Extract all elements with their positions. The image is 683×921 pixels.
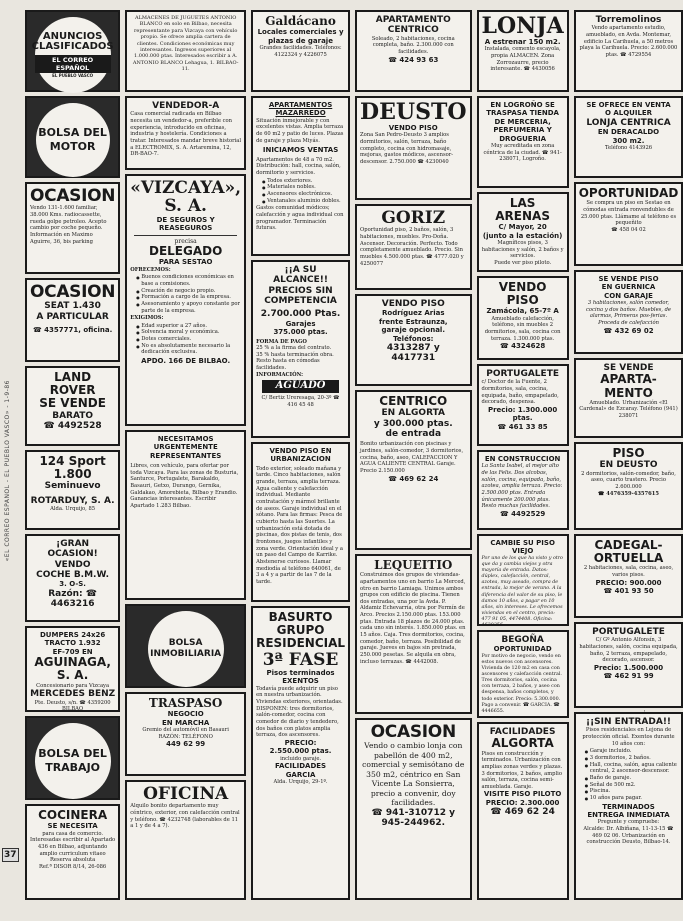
ad-title: BEGOÑA (501, 635, 544, 645)
ad-line-3: BARATO (52, 410, 94, 421)
ad-text-2: Puede ver piso piloto. (494, 260, 552, 267)
ad-title: VENDEDOR-A (152, 101, 220, 111)
pago-item: 35 % hasta terminación obra. (256, 351, 334, 358)
column-6 (574, 10, 683, 900)
ad-garcia: GARCIA (285, 770, 316, 779)
bolsa-inmobiliaria-badge: BOLSA INMOBILIARIA (148, 611, 224, 687)
ad-vizcaya-seguros (125, 174, 246, 426)
ad-gran-ocasion (25, 534, 120, 622)
bolsa-motor-badge: BOLSA DEL MOTOR (36, 103, 110, 177)
ad-se-vende-apartamento (574, 358, 683, 438)
ad-info: INFORMACIÓN: (256, 371, 304, 378)
ad-portugalete-1 (477, 364, 569, 446)
ad-phone: ☎ 941-310712 y 945-244962. (371, 807, 455, 829)
column-3 (251, 10, 350, 900)
ad-title: VENDO PISO EN URBANIZACION (269, 447, 332, 464)
ad-ofrecemos: OFRECEMOS: (130, 266, 171, 273)
ad-title: TRASPASO (148, 696, 223, 710)
ad-facilidades-algorta (477, 722, 569, 900)
list-item: ● Señal de 500 m2. (585, 782, 679, 789)
ad-line-5: Razón: ☎ (48, 588, 97, 599)
ad-title: PORTUGALETE (486, 369, 559, 379)
ofrecemos-list (136, 274, 241, 314)
ad-line-1: SE VENDE (603, 363, 654, 373)
ad-phone: ☎ 4324628 (499, 342, 546, 351)
ad-en-construccion (477, 450, 569, 530)
ad-line-3: MENTO (604, 385, 653, 400)
ad-line-2: 1.800 (53, 467, 92, 482)
ad-text: Por uno de los que ha visto y otro que da y cambia viejos y otra mayoría de entrada. Datos: dúplex, calefacción, central, azotea, muy aseado, compra de entrada, la mejor de verano. A la diferencia del valor de su piso, le damos 10 años, a pagar en 10 años, sin intereses. Le ofrecemos viviendas en el centro, precio: 477 91 05, 4474408. Oficina: 4620356. (481, 555, 563, 629)
exigimos-list (136, 323, 241, 356)
ad-info: Pregunte y compruebe: (597, 819, 660, 826)
ad-line-8: BILBAO (62, 706, 84, 713)
ad-anuncios-clasificados (25, 10, 120, 92)
list-item: ● Creación de negocio propio. (136, 288, 241, 295)
ad-line-4: 3ª FASE (262, 649, 339, 670)
ad-text: Amueblado. Urbanización «El Cardenal» de Ezcaray. Teléfono (941) 238071 (579, 399, 678, 420)
ad-text: Libres, con vehículo, para ofertar por toda Vizcaya. Para las zonas de Busturia, Santurce, Portugalete, Barakaldo, Basauri, Getxo, Durango, Gernika, Galdakao, Amorebieta, Bilbao y Erandio. Ganancias interesantes. Escribir Apartado 1.283 Bilbao. (130, 463, 239, 510)
ad-text: Muy acreditada en zona céntrica de la ciudad. ☎ 941-238071, Logroño. (483, 142, 562, 163)
ad-phone: ☎ 4492528 (43, 420, 102, 431)
ad-sin-entrada (574, 712, 683, 900)
ad-vendedor (125, 96, 246, 170)
ad-centrico-algorta (355, 390, 471, 550)
ad-text: Vendo apartamento estudio, amueblado, en Avda. Montemar, edificio La Carihuela, a 50 metros playa la Carihuela. Precio: 2.600.000 ptas. ☎ 4729554 (579, 25, 678, 58)
ad-basurto (251, 606, 350, 900)
ad-title: Galdácano (265, 14, 336, 28)
ad-line-3: y 300.000 ptas. (373, 418, 453, 429)
ad-vendo-piso-rodriguez (355, 294, 471, 386)
list-item: ● Ventanales aluminio dobles. (262, 198, 345, 205)
ad-line-3: CON GARAJE (604, 291, 653, 300)
ad-title: OCASION (30, 282, 116, 302)
ad-line-6: EXENTOS (282, 677, 319, 686)
ad-line-1: ¡GRAN OCASION! (47, 539, 98, 560)
ad-terminados: TERMINADOS (602, 802, 655, 811)
ad-title: EN CONSTRUCCION (484, 455, 561, 463)
ad-facilidades: FACILIDADES (275, 762, 327, 771)
ad-land-rover (25, 366, 120, 446)
ad-line-2: Rodríguez Arias (382, 309, 445, 318)
margin-vertical-text-right: - (641, 709, 648, 712)
ad-title: DEUSTO (360, 99, 467, 125)
ad-title: VENDO PISO (498, 280, 547, 308)
ad-cocinera (25, 804, 120, 900)
ad-line-2: GRUPO (276, 623, 325, 638)
ad-line-2: EN GUERNICA (601, 283, 656, 292)
ad-subtitle-2: A PARTICULAR (36, 311, 109, 322)
list-item: ● Dotes comerciales. (136, 336, 241, 343)
ad-cambie-su-piso (477, 534, 569, 629)
list-item: ● No es absolutamente necesario la dedicación exclusiva. (136, 343, 241, 356)
list-item: ● 10 años para pagar. (585, 795, 679, 802)
ad-line-1: VENDO PISO (381, 299, 445, 309)
ad-visite: VISITE PISO PILOTO (483, 790, 562, 799)
ad-text: La Santa Isabel, al mejor alto de las Felis. Dos alcobas, salón, cocina, equipada, baño, azotea, amplia terraza. Precio: 2.500.000 ptas. Entrada únicamente 200.000 ptas. Resto muchas facilidades. (481, 463, 563, 510)
ad-phone: 4463216 (50, 599, 95, 610)
ad-sub: C/ Mayor, 20 (498, 223, 547, 232)
ad-traspaso (125, 692, 246, 776)
anuncios-title: ANUNCIOS CLASIFICADOS (31, 30, 114, 53)
ad-lonja-centrica (574, 96, 683, 178)
ad-phone: ☎ 462 91 99 (603, 672, 654, 681)
ad-124-sport (25, 450, 120, 530)
ad-a-su-alcance (251, 260, 350, 438)
ad-bolsa-trabajo (25, 716, 120, 800)
list-item: ● Todos exteriores. (262, 178, 345, 185)
ad-line-2: ALGORTA (491, 736, 554, 751)
ad-piso-en-deusto (574, 442, 683, 530)
ad-exigimos: EXIGIMOS: (130, 315, 164, 322)
ad-delegado: DELEGADO (149, 244, 223, 258)
ad-text: Grandes facilidades. Teléfonos: 4122324 y 4226075 (259, 44, 342, 58)
ad-title: LAS ARENAS (495, 196, 550, 224)
list-item: ● 3 dormitorios, 2 baños. (585, 755, 679, 762)
correo-logo-sub: EL PUEBLO VASCO (52, 73, 94, 79)
ad-phone: ☎ 4492529 (499, 509, 546, 518)
ad-begona (477, 630, 569, 718)
ad-address: C/ Bertiz Ureresaga, 20-3º ☎ 416 45 48 (261, 394, 340, 408)
ad-text-2: Apartamentos de 48 a 70 m2. Distribución: hall, cocina, salón, dormitorio y servicios. (256, 156, 341, 177)
ad-bolsa-motor (25, 96, 120, 178)
ad-precio: Precio: 1.500.000 (593, 663, 664, 672)
ad-line-1: CADEGAL- (594, 538, 663, 552)
ad-text-2: DISPONEN: tres dormitorios, salón-comedor, cocina con comedor de diario y tendedero, dos baños con platos amplia terraza, dos ascensores. (256, 705, 339, 739)
ad-subtitle: VENDO PISO (388, 124, 438, 133)
ad-line-1: BASURTO (268, 610, 333, 624)
ad-line-4: garaje opcional. (381, 326, 445, 335)
margin-vertical-text: «EL CORREO ESPAÑOL - EL PUEBLO VASCO» - 1-9-86 (4, 380, 11, 562)
ad-title: OCASION (30, 186, 116, 206)
ad-bolsa-inmobiliaria (125, 604, 246, 688)
ad-line-3: LONJA CENTRICA (586, 117, 671, 128)
ad-line-4: 3. O-S. (59, 580, 86, 589)
ad-lonja (477, 10, 569, 92)
ad-text: Magníficos pisos, 3 habitaciones y salón, 2 baños y servicios. (481, 240, 564, 260)
classifieds-grid (25, 10, 679, 900)
ad-las-arenas (477, 192, 569, 272)
ad-precio: Precio: 1.300.000 ptas. (487, 405, 558, 423)
ad-title: Torremolinos (595, 15, 662, 25)
column-4 (355, 10, 471, 900)
ad-apartamento-centrico (355, 10, 471, 92)
ad-title: OCASION (370, 722, 456, 742)
ad-logrono-traspaso (477, 96, 569, 188)
ad-sub-2: (junto a la estación) (482, 231, 563, 240)
ad-text: Soleado, 2 habitaciones, cocina completa, baño. 2.300.000 con facilidades. (371, 35, 455, 55)
ad-line-5: Pisos terminados (266, 668, 335, 677)
ad-line-2: SE VENDE (39, 396, 106, 411)
ad-line-4: de entrada (385, 428, 442, 439)
aguado-logo: AGUADO (262, 380, 339, 393)
ad-vendo-piso-zamacola (477, 276, 569, 360)
ad-line-2: O ALQUILER (604, 109, 653, 118)
ad-phone: ☎ 458 04 02 (611, 226, 646, 233)
ad-line-7: Pte. Deusto, s/n. ☎ 4359200 (34, 699, 111, 706)
ad-aguinaga (25, 626, 120, 712)
ad-subtitle: Locales comerciales y plazas de garaje (257, 28, 344, 45)
ad-title: ¡¡A SU ALCANCE!! PRECIOS SIN COMPETENCIA (264, 265, 337, 307)
pago-item: Resto hasta en cómodas facilidades. (256, 358, 320, 372)
ad-line-3: EF-709 EN (52, 647, 93, 656)
ad-line-2: EN DEUSTO (599, 460, 658, 471)
list-item: ● Edad superior a 27 años. (136, 323, 241, 330)
ad-phone: ☎ 461 33 85 (497, 422, 548, 431)
ad-price: 2.700.000 Ptas. (260, 309, 341, 320)
ad-ocasion-2 (25, 278, 120, 362)
ad-text: Instalada, cemento escayola, propia ALMACEN. Zona Zorrozaurre, precio interesante. ☎ 4430056 (484, 46, 561, 73)
ad-text: Vendo 131-1.600 familiar, 38.000 Kms. radiocassette, rueda golpe petroleo. Acepto cambio por coche pequeño. Información en Maximo Aguirre, 36, bis parking (30, 205, 107, 245)
ad-title: GORIZ (381, 208, 446, 228)
ad-ref: Ref.ª DISOR 8/14, 26-086 (38, 863, 107, 870)
ad-text: Pisos residenciales en Lejona de protección oficial. Exentos durante 10 años con: (582, 727, 675, 747)
ad-line-2: ORTUELLA (593, 551, 664, 566)
ad-line-2: EN ALGORTA (381, 408, 445, 419)
ad-precio-label: PRECIO: (284, 738, 317, 747)
ad-title: OPORTUNIDAD (578, 186, 679, 200)
list-item: ● Materiales nobles. (262, 184, 345, 191)
correo-logo: EL CORREO ESPAÑOL (35, 55, 111, 73)
ad-text: Situación inmejorable y con excelentes vistas. Amplia terraza de 60 m2 y patio de luces. Plazas de garaje y plaza Miyás. (256, 117, 344, 144)
column-5 (477, 10, 569, 900)
ad-razon: RAZÓN: TELÉFONO (158, 733, 213, 740)
ad-line-4: EN DERACALDO (597, 128, 660, 137)
ad-address: Alda. Urquijo, 85 (50, 506, 96, 513)
ad-text: Gremio del automóvil en Basauri (142, 726, 229, 733)
ad-mazarredo (251, 96, 350, 256)
ad-almacenes-juguetes (125, 10, 246, 92)
ad-title: LONJA (481, 13, 564, 39)
ad-subtitle: DE SEGUROS Y REASEGUROS (156, 215, 215, 233)
column-1 (25, 10, 120, 900)
ad-line-1: PISO (612, 446, 645, 460)
ad-line-1: LAND ROVER (49, 370, 96, 398)
ad-line-2: VENDO (54, 559, 91, 570)
ad-title: ¡¡SIN ENTRADA!! (585, 717, 672, 727)
list-item: ● Baño de garaje. (585, 775, 679, 782)
ad-goriz (355, 204, 471, 290)
ad-necesitamos (125, 430, 246, 600)
ad-torremolinos (574, 10, 683, 92)
ad-vendo-piso-urbanizacion (251, 442, 350, 602)
ad-para: PARA SESTAO (158, 258, 213, 267)
ad-iniciamos: INICIAMOS VENTAS (262, 146, 339, 155)
ad-text: c/ Doctor de la Fuente, 2 dormitorios, sala, cocina, equipada, baño, empapelado, decorado, despensa. (481, 379, 559, 406)
list-item: ● Solvencia moral y económica. (136, 329, 241, 336)
ad-line-4: AGUINAGA, S. A. (34, 655, 111, 683)
ad-text: Construimos dos grupos de viviendas-apartamentos uno en barrio La Merced, otro en barrio Lamiaga. Unimos ambos grupos con edificio de piscina. Tienen dos entradas, una por la Avda. P. Aldamiz Echevarría, otra por Fermín de Arco. Precios 2.150.000 ptas. 153.000 ptas. Entrada 18 plazos de 24.000 ptas. cada uno sin interés. 1.850.000 ptas. en 15 años. Caja. Tres dormitorios, cocina, comedor, baño, terraza. Posibilidad de garaje. Jueves en bajos sin pretrada, 250.000 pesetas. Se alquila en obra, incluso terrazas. ☎ 4442008. (360, 572, 466, 665)
ad-phone-2: 4417731 (391, 353, 436, 364)
ad-text: 3 habitaciones, salón comedor, cocina y dos baños. Muebles, de alarmas, Primeras pos-ferias. Proceda de calefacción (586, 300, 671, 327)
ad-title: APARTAMENTOS MAZARREDO (268, 101, 333, 118)
ad-cadegal-ortuella (574, 534, 683, 618)
ad-text: Todo exterior, soleado mañana y tarde. Cinco habitaciones, salón grande, terraza, amplia terraza. Agua caliente y calefacción individual. Mediante contratación y mármol brillante de aseos. Garaje individual en el sótano. Para las firmas: Pesca de cubierto hasta las Suertes. La urbanización está dotada de piscinas, dos pistas de tenis, dos frontones, juegos infantiles y zona verde. Orientación ideal y a un paso del Campo de Karrike. Abstenerse curiosos. Llamar mediodía al teléfono 640061, de 3 a 4 y a partir de las 7 de la tarde. (256, 465, 343, 585)
ad-inc: incluido garaje. (280, 755, 322, 762)
ad-line-2: TRACTO 1.932 (44, 639, 101, 648)
ad-line-3: RESIDENCIAL (256, 636, 346, 651)
ad-ocasion-lonja (355, 718, 471, 900)
ad-phone: ☎ 401 93 50 (603, 587, 654, 596)
ad-title: APARTAMENTO CENTRICO (375, 15, 451, 36)
ad-garajes: Garajes (285, 319, 316, 328)
ad-text: Se compra un piso en Sestao en cómodas entrada ronvendubles de 25.000 ptas. Llámame al teléfono es pequeñito (580, 200, 677, 227)
ad-deusto (355, 96, 471, 200)
ad-line-6: MERCEDES BENZ (30, 689, 116, 700)
ad-line-4: ROTARDUY, S. A. (30, 495, 115, 506)
list-item: ● Hall, cocina, salón, agua caliente central, 2 ascensor-descensor. (585, 762, 679, 775)
ad-phone: ☎ 4476359-4357615 (598, 490, 659, 497)
ad-text: Todavía puede adquirir un piso en nuestra urbanización. Viviendas exteriores, orientadas. (256, 685, 343, 706)
ad-phone: ☎ 432 69 02 (603, 326, 654, 335)
ad-forma-pago: FORMA DE PAGO (256, 338, 307, 345)
features-list (585, 748, 679, 801)
ad-oportunidad (574, 182, 683, 266)
ad-galdacano (251, 10, 350, 92)
ad-text: Amueblado calefacción, teléfono, sin muebles 2 dormitorios, sala, cocina con terraza. 1.300.000 ptas. (484, 315, 561, 342)
ad-line-2: APARTA- (600, 372, 657, 387)
ad-address: Alda. Urquijo, 29-1º. (273, 779, 328, 786)
list-item: ● Asesoramiento y apoyo constante por parte de la empresa. (136, 301, 241, 314)
ad-line-5: 300 m2. (612, 136, 645, 145)
ad-line-5: Teléfonos: (393, 334, 434, 343)
ad-phone: Teléfono 4143926 (604, 144, 653, 151)
ad-line-1: DUMPERS 24x26 (39, 631, 106, 639)
ad-title: NECESITAMOS URGENTEMENTE REPRESENTANTES (150, 435, 222, 460)
pago-item: 25 % a la firma del contrato. (256, 345, 332, 352)
ad-text: Vendo o cambio lonja con pabellón de 400 m2, comercial y semisótano de 350 m2, céntrico en San Vicente La Sonsierra, precio a convenir, doy facilidades. (362, 741, 465, 808)
ad-lequeitio (355, 554, 471, 714)
ad-precio: PRECIO: 900.000 (595, 578, 662, 587)
ad-entrega: ENTREGA INMEDIATA (587, 810, 670, 819)
ad-precio: PRECIO: 2.300.000 (485, 798, 560, 807)
ad-phone-1: 4313287 y (386, 342, 440, 353)
ad-line-1: SE OFRECE EN VENTA (586, 101, 671, 109)
ad-precisa: precisa (174, 237, 197, 245)
ad-text: Pisos en construcción y terminados. Urbanización con amplias zonas verdes y plazas. 3 dormitorios, 2 baños, amplio salón, terraza, cocina semi-amueblada. Garaje. (481, 750, 563, 790)
ad-phone: ☎ 469 62 24 (388, 474, 439, 483)
list-item: ● Ascensores electrónicos. (262, 191, 345, 198)
ad-sub-2: EN MARCHA (162, 718, 210, 727)
ad-text: para casa de comercio. Interesadas escribir al Apartado 436 en Bilbao, adjuntando amplio curriculum vitaeo Reserva absoluta (30, 830, 116, 864)
ad-title: COCINERA (38, 808, 108, 822)
ad-line-3: COCHE B.M.W. (36, 570, 110, 581)
ad-ocasion-1 (25, 182, 120, 274)
ad-phone: ☎ 469 62 24 (490, 807, 555, 818)
ad-line-1: CENTRICO (379, 394, 448, 408)
ad-line-3: Seminuevo (44, 481, 101, 492)
list-item: ● Buenos condiciones económicas en base a comisiones. (136, 274, 241, 287)
ad-line-1: SE VENDE PISO (598, 275, 659, 283)
ad-sub: Zamácola, 65-7º A (486, 307, 559, 316)
ad-title: LEQUEITIO (374, 558, 453, 572)
ad-title: PORTUGALETE (592, 627, 665, 637)
ad-phone: ☎ 424 93 63 (388, 55, 439, 64)
page-number: 37 (4, 850, 17, 860)
ad-address: Alcalde: Dr. Albiñana, 11-13-15 ☎ 469 02 06. Urbanización en construcción Deusto, Bilbao-14. (583, 826, 674, 846)
ad-text: 2 habitaciones, sala, cocina, aseo, varios pisos. (583, 565, 674, 579)
ad-title: EN LOGROÑO SE TRASPASA TIENDA DE MERCERIA, PERFUMERIA Y DROGUERIA (486, 101, 559, 143)
ad-line-3: frente Estraunza, (378, 317, 448, 326)
features-list (262, 178, 345, 205)
ad-title: OFICINA (143, 784, 229, 804)
bolsa-trabajo-badge: BOLSA DEL TRABAJO (35, 723, 111, 799)
list-item: ● Garaje incluido. (585, 748, 679, 755)
list-item: ● Formación a cargo de la empresa. (136, 294, 241, 301)
ad-text: C/ Gº Antonio Alfonsín, 3 habitaciones, salón, cocina equipada, baño, 2 terraza, empapelado, decorado, ascensor. (579, 637, 678, 664)
ad-title: CAMBIE SU PISO VIEJO (490, 539, 555, 556)
ad-portugalete-2 (574, 622, 683, 708)
ad-text: Alquilo bonito departamento muy céntrico, exterior, con calefacción central y teléfono. ☎ 4232748 (laborables de 11 a 1 y de 4 a 7). (130, 803, 240, 830)
ad-line-5: Concesionario para Vizcaya (36, 682, 110, 689)
list-item: ● Piscina. (585, 788, 679, 795)
ad-text: Casa comercial radicada en Bilbao necesita un vendedor-a, preferible con experiencia, introducido en oficinas, industria y hostelería. Condiciones a tratar. Interesados mandar breve historial a ELECTROMIX, S. A. Artaremina, 12, DR-BAO-7. (130, 111, 242, 158)
ad-sub-1: NEGOCIO (167, 710, 204, 719)
ad-subtitle: A estrenar 150 m2. (484, 38, 561, 47)
ad-text: 2 dormitorios, salón-comedor, baño, aseo, cuarto trastero. Precio 2.600.000 (581, 470, 676, 490)
ad-oficina (125, 780, 246, 900)
ad-title: «VIZCAYA», S. A. (130, 178, 242, 217)
ad-price: 2.550.000 ptas. (269, 747, 332, 756)
ad-subtitle: SEAT 1.430 (44, 301, 101, 312)
ad-line-1: 124 Sport (39, 454, 106, 468)
ad-subtitle: SE NECESITA (47, 822, 98, 831)
column-2 (125, 10, 246, 900)
ad-text: Zona San Pedro-Deusto 3 amplios dormitorios, salón, terraza, baño completo, cocina con hidromasaje, mejoras, gastos módicos, ascensor-descensor. 2.750.000 ☎ 4230040 (360, 132, 453, 166)
ad-phone: 449 62 99 (166, 740, 206, 749)
ad-apdo: APDO. 166 DE BILBAO. (141, 357, 231, 366)
ad-guernica (574, 270, 683, 354)
ad-text: Oportunidad piso, 2 baños, salón, 3 habitaciones, muebles. Pro-Doña. Ascensor. Decoración. Perfecto. Todo completamente amueblado. Precio. Sin muebles 4.500.000 ptas. ☎ 4777.020 y 4250077 (360, 227, 464, 267)
ad-sub: OPORTUNIDAD (493, 645, 552, 654)
ad-text-3: Gastos comunidad módicos; calefacción y agua individual con programador. Terminación futuras. (256, 205, 344, 232)
ad-line-1: FACILIDADES (489, 727, 556, 737)
ad-phone: ☎ 4357771, oficina. (32, 326, 113, 335)
ad-text: ALMACENES DE JUGUETES ANTONIO BLANCO en solo en Bilbao, necesita representante para Vizcaya con vehículo propio. Se ofrece amplia cartera de clientes. Condiciones económicas muy interesantes. Ingresos superiores al 1.000.000 ptas. Interesados escribir a A. ANTONIO BLANCO Lehagua, 1. BILBAO-11. (132, 15, 239, 73)
ad-text: Bonito urbanización con piscinas y jardines, salón-comedor, 3 dormitorios, cocina, baño, aseo, CALEFACCION Y AGUA CALIENTE CENTRAL Garaje. Precio 2.150.000 (360, 441, 464, 474)
ad-garaje-price: 375.000 ptas. (273, 328, 328, 337)
ad-text: Por motivo de negocio, vendo en estos nuevos con ascensores. Vivienda de 120 m2 en casa con ascensores y calefacción central. Tres dormitorios, salón, cocina con terraza, 2 baños, y aseo con despensa, baños completos, y todo exterior. Precio: 5.300.000. Pago a convenir. ☎ GARCIA. ☎ 4446655. (481, 653, 562, 714)
